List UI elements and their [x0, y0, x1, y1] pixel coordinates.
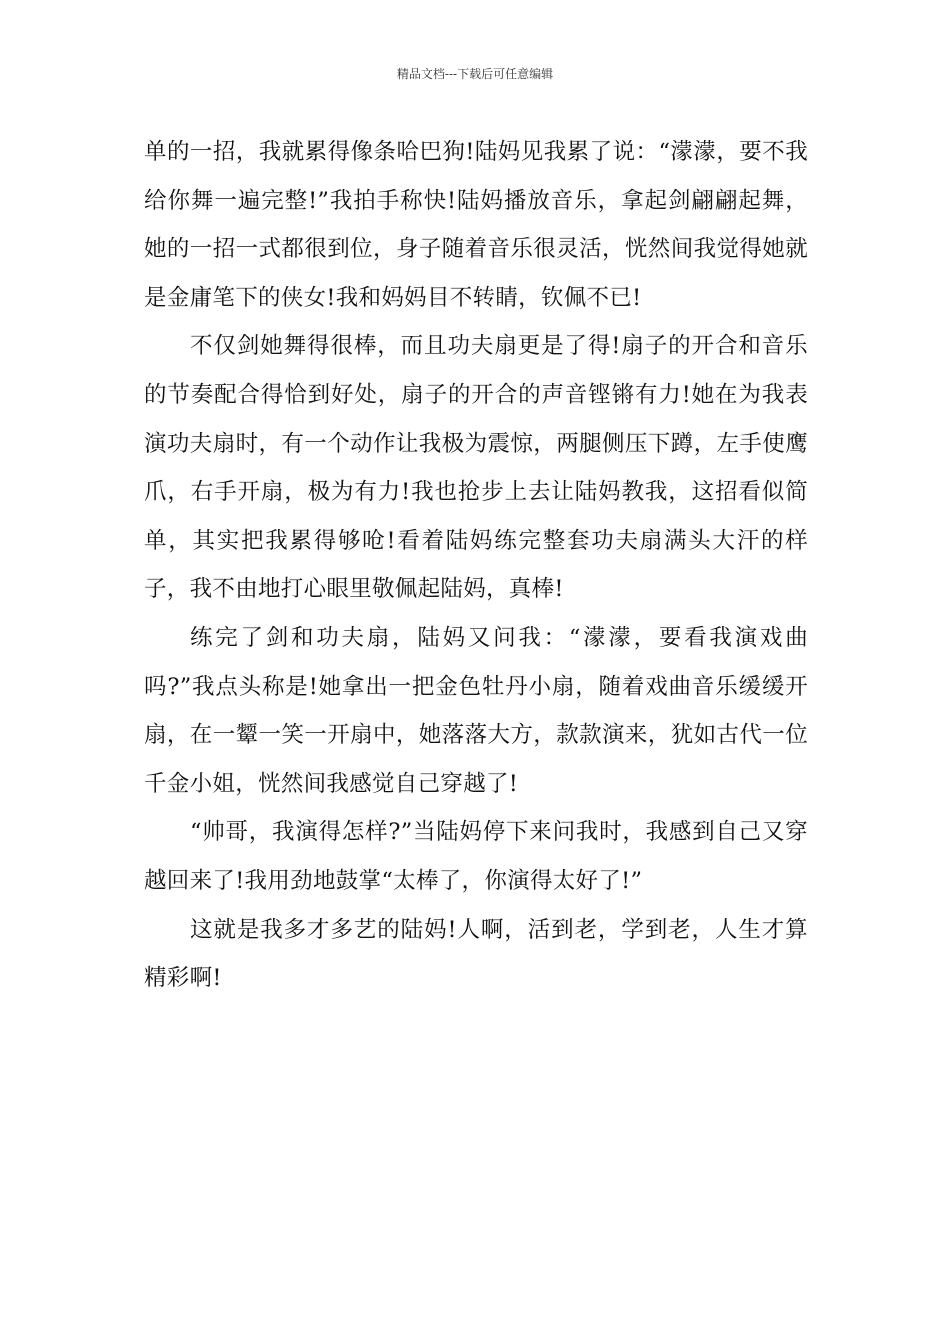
paragraph-2: 不仅剑她舞得很棒，而且功夫扇更是了得!扇子的开合和音乐的节奏配合得恰到好处，扇子的开合的声音铿锵有力!她在为我表演功夫扇时，有一个动作让我极为震惊，两腿侧压下蹲，左手使鹰爪，右手开扇，极为有力!我也抢步上去让陆妈教我，这招看似简单，其实把我累得够呛!看着陆妈练完整套功夫扇满头大汗的样子，我不由地打心眼里敬佩起陆妈，真棒!: [144, 333, 808, 603]
paragraph-4: “帅哥，我演得怎样?”当陆妈停下来问我时，我感到自己又穿越回来了!我用劲地鼓掌“太棒了，你演得太好了!”: [144, 819, 808, 894]
paragraph-3: 练完了剑和功夫扇，陆妈又问我：“濛濛，要看我演戏曲吗?”我点头称是!她拿出一把金色牡丹小扇，随着戏曲音乐缓缓开扇，在一颦一笑一开扇中，她落落大方，款款演来，犹如古代一位千金小姐，恍然间我感觉自己穿越了!: [144, 624, 808, 797]
paragraph-5: 这就是我多才多艺的陆妈!人啊，活到老，学到老，人生才算精彩啊!: [144, 916, 808, 992]
paragraph-1: 单的一招，我就累得像条哈巴狗!陆妈见我累了说：“濛濛，要不我给你舞一遍完整!”我拍手称快!陆妈播放音乐，拿起剑翩翩起舞，她的一招一式都很到位，身子随着音乐很灵活，恍然间我觉得她就是金庸笔下的侠女!我和妈妈目不转睛，钦佩不已!: [144, 139, 808, 311]
page-header: 精品文档---下载后可任意编辑: [396, 67, 554, 81]
document-body: [144, 128, 808, 1003]
